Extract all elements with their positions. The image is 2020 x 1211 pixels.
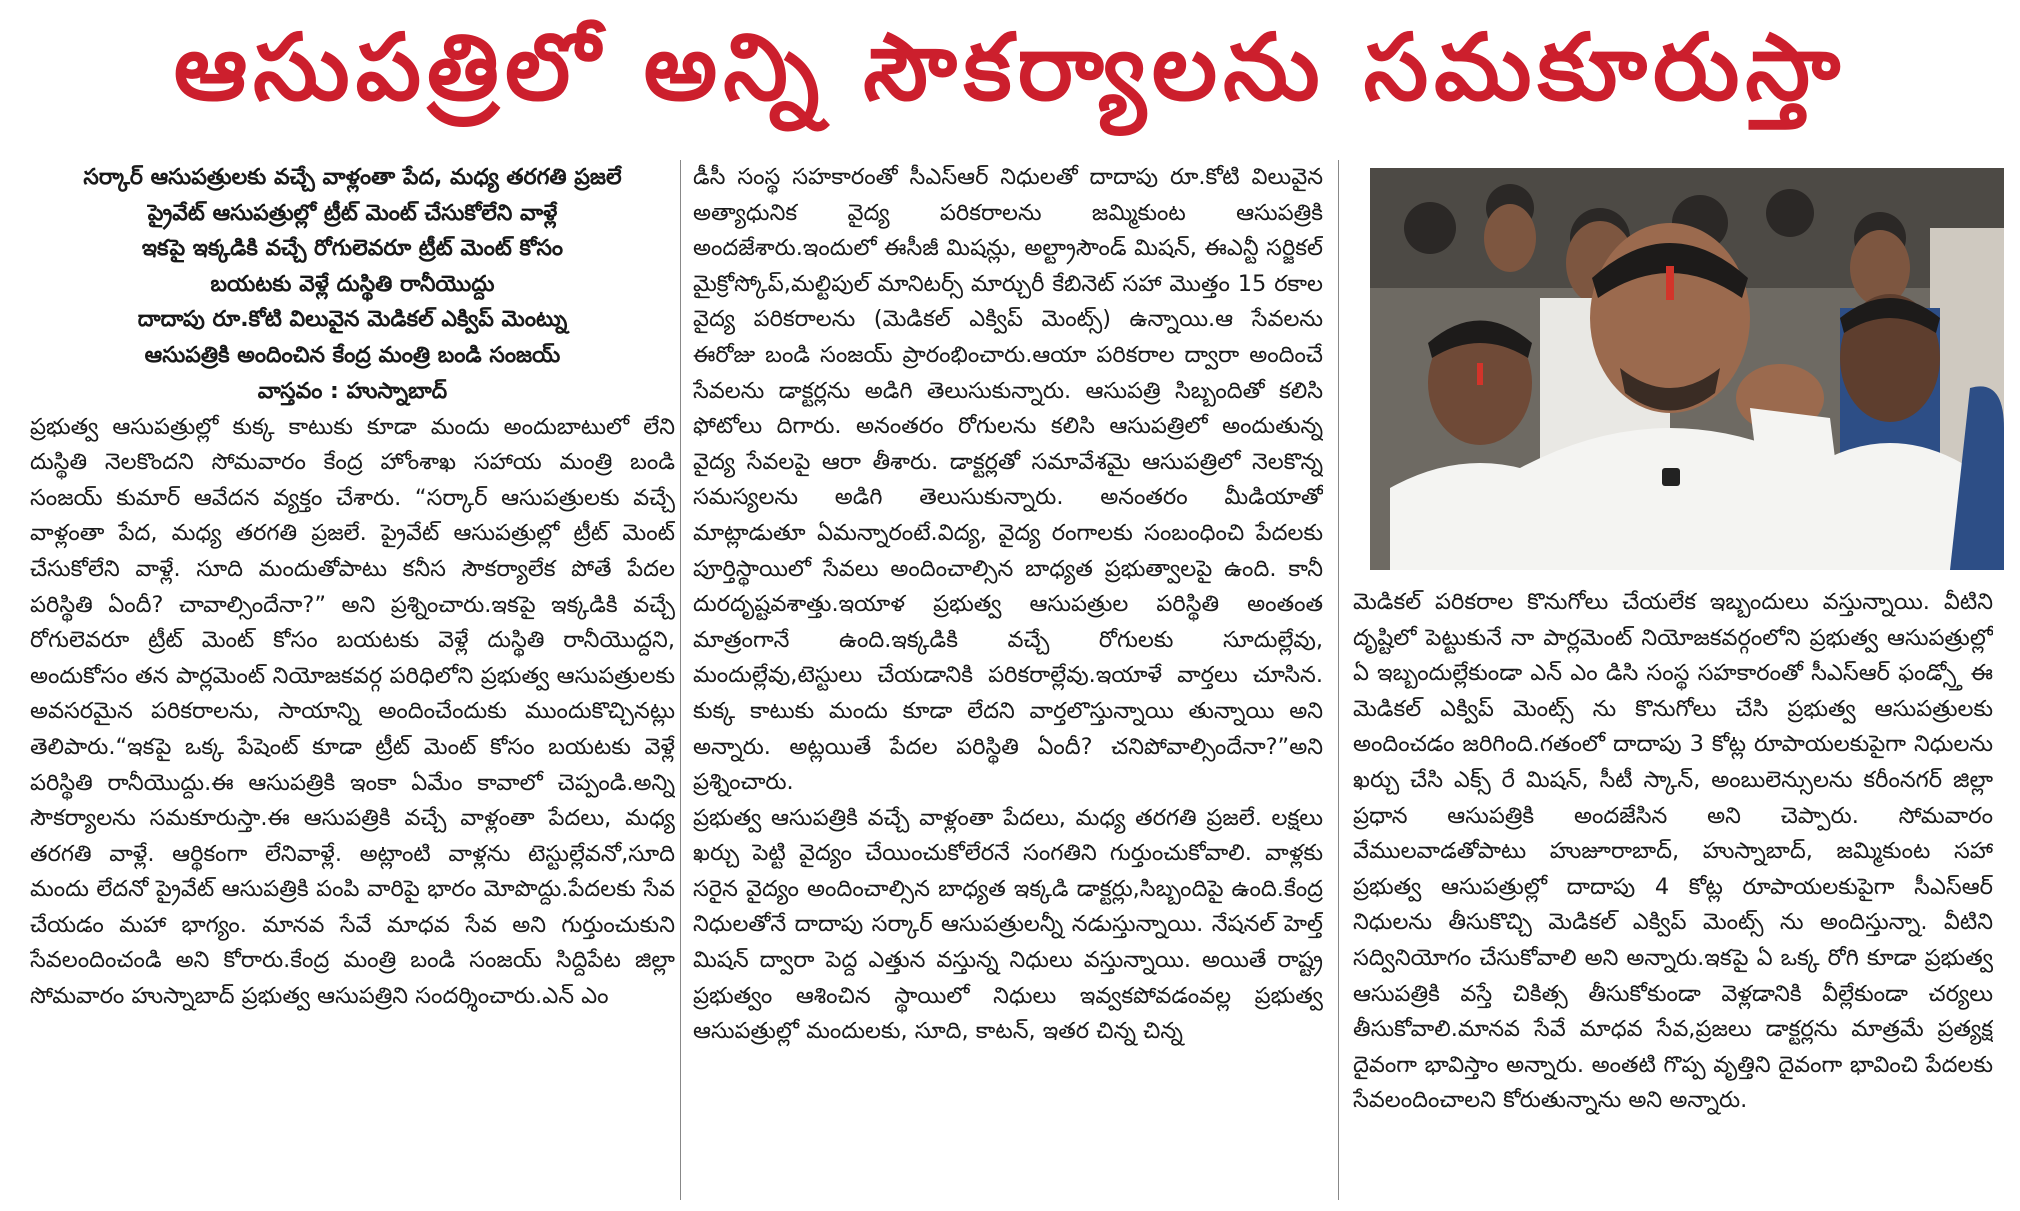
dateline: వాస్తవం : హుస్నాబాద్ bbox=[257, 378, 448, 404]
deck-line: బయటకు వెళ్లే దుస్థితి రానీయొద్దు bbox=[210, 271, 495, 297]
deck-line: సర్కార్ ఆసుపత్రులకు వచ్చే వాళ్లంతా పేద, మధ్య తరగతి ప్రజలే bbox=[83, 165, 622, 190]
body-paragraph: డీసీ సంస్థ సహకారంతో సీఎస్ఆర్ నిధులతో దాదాపు రూ.కోటి విలువైన అత్యాధునిక వైద్య పరికరాలను జమ్మికుంట ఆసుపత్రికి అందజేశారు.ఇందులో ఈసీజీ మిషన్లు, అల్ట్రాసౌండ్ మిషన్, ఈఎన్టీ సర్జికల్ మైక్రోస్కోప్,మల్టిపుల్ మానిటర్స్ మార్చురీ కేబినెట్ సహా మొత్తం 15 రకాల వైద్య పరికరాలను (మెడికల్ ఎక్విప్ మెంట్స్) ఉన్నాయి.ఆ సేవలను ఈరోజు బండి సంజయ్ ప్రారంభించారు.ఆయా పరికరాల ద్వారా అందించే సేవలను డాక్టర్లను అడిగి తెలుసుకున్నారు. ఆసుపత్రి సిబ్బందితో కలిసి ఫోటోలు దిగారు. అనంతరం రోగులను కలిసి ఆసుపత్రిలో అందుతున్న వైద్య సేవలపై ఆరా తీశారు. డాక్టర్లతో సమావేశమై ఆసుపత్రిలో నెలకొన్న సమస్యలను అడిగి తెలుసుకున్నారు. అనంతరం మీడియాతో మాట్లాడుతూ ఏమన్నారంటే.విద్య, వైద్య రంగాలకు సంబంధించి పేదలకు పూర్తిస్థాయిలో సేవలు అందించాల్సిన బాధ్యత ప్రభుత్వాలపై ఉంది. కానీ దురదృష్టవశాత్తు.ఇయాళ ప్రభుత్వ ఆసుపత్రుల పరిస్థితి అంతంత మాత్రంగానే ఉంది.ఇక్కడికి వచ్చే రోగులకు సూదుల్లేవు, మందుల్లేవు,టెస్టులు చేయడానికి పరికరాల్లేవు.ఇయాళే వార్తలు చూసిన. కుక్క కాటుకు మందు కూడా లేదని వార్తలొస్తున్నాయి తున్నాయి అని అన్నారు. అట్లయితే పేదల పరిస్థితి ఏందీ? చనిపోవాల్సిందేనా?”అని ప్రశ్నించారు. bbox=[693, 164, 1323, 796]
article-column-2 bbox=[693, 160, 1323, 1200]
headline: ఆసుపత్రిలో అన్ని సౌకర్యాలను సమకూరుస్తా bbox=[173, 14, 1847, 121]
body-paragraph: ప్రభుత్వ ఆసుపత్రికి వచ్చే వాళ్లంతా పేదలు, మధ్య తరగతి ప్రజలే. లక్షలు ఖర్చు పెట్టి వైద్యం చేయించుకోలేరనే సంగతిని గుర్తుంచుకోవాలి. వాళ్లకు సరైన వైద్యం అందించాల్సిన బాధ్యత ఇక్కడి డాక్టర్లు,సిబ్బందిపై ఉంది.కేంద్ర నిధులతోనే దాదాపు సర్కార్ ఆసుపత్రులన్నీ నడుస్తున్నాయి. నేషనల్ హెల్త్ మిషన్ ద్వారా పెద్ద ఎత్తున వస్తున్న నిధులు వస్తున్నాయి. అయితే రాష్ట్ర ప్రభుత్వం ఆశించిన స్థాయిలో నిధులు ఇవ్వకపోవడంవల్ల ప్రభుత్వ ఆసుపత్రుల్లో మందులకు, సూది, కాటన్, ఇతర చిన్న చిన్న bbox=[693, 804, 1323, 1045]
deck-line: దాదాపు రూ.కోటి విలువైన మెడికల్ ఎక్విప్ మెంట్ను bbox=[137, 307, 568, 333]
deck-line: ఇకపై ఇక్కడికి వచ్చే రోగులెవరూ ట్రీట్ మెంట్ కోసం bbox=[141, 236, 564, 262]
deck-line: ఆసుపత్రికి అందించిన కేంద్ర మంత్రి బండి సంజయ్ bbox=[144, 342, 561, 368]
article-column-1 bbox=[30, 160, 675, 1200]
news-photo-illustration bbox=[1370, 168, 2004, 570]
body-paragraph: మెడికల్ పరికరాల కొనుగోలు చేయలేక ఇబ్బందులు వస్తున్నాయి. వీటిని దృష్టిలో పెట్టుకునే నా పార్లమెంట్ నియోజకవర్గంలోని ప్రభుత్వ ఆసుపత్రుల్లో ఏ ఇబ్బందుల్లేకుండా ఎన్ ఎం డిసి సంస్థ సహకారంతో సీఎస్ఆర్ ఫండ్స్తో ఈ మెడికల్ ఎక్విప్ మెంట్స్ ను కొనుగోలు చేసి ప్రభుత్వ ఆసుపత్రులకు అందించడం జరిగింది.గతంలో దాదాపు 3 కోట్ల రూపాయలకుపైగా నిధులను ఖర్చు చేసి ఎక్స్ రే మిషన్, సీటీ స్కాన్, అంబులెన్సులను కరీంనగర్ జిల్లా ప్రధాన ఆసుపత్రికి అందజేసిన అని చెప్పారు. సోమవారం వేములవాడతోపాటు హుజూరాబాద్, హుస్నాబాద్, జమ్మికుంట సహా ప్రభుత్వ ఆసుపత్రుల్లో దాదాపు 4 కోట్ల రూపాయలకుపైగా సీఎస్ఆర్ నిధులను తీసుకొచ్చి మెడికల్ ఎక్విప్ మెంట్స్ ను అందిస్తున్నా. వీటిని సద్వినియోగం చేసుకోవాలి అని అన్నారు.ఇకపై ఏ ఒక్క రోగి కూడా ప్రభుత్వ ఆసుపత్రికి వస్తే చికిత్స తీసుకోకుండా వెళ్లడానికి వీల్లేకుండా చర్యలు తీసుకోవాలి.మానవ సేవే మాధవ సేవ,ప్రజలు డాక్టర్లను మాత్రమే ప్రత్యక్ష దైవంగా భావిస్తాం అన్నారు. అంతటి గొప్ప వృత్తిని దైవంగా భావించి పేదలకు సేవలందించాలని కోరుతున్నాను అని అన్నారు. bbox=[1353, 589, 1993, 1114]
article-column-3 bbox=[1353, 585, 1993, 1205]
deck-line: ప్రైవేట్ ఆసుపత్రుల్లో ట్రీట్ మెంట్ చేసుకోలేని వాళ్లే bbox=[147, 200, 558, 226]
column-divider bbox=[680, 160, 681, 1200]
body-paragraph: ప్రభుత్వ ఆసుపత్రుల్లో కుక్క కాటుకు కూడా మందు అందుబాటులో లేని దుస్థితి నెలకొందని సోమవారం కేంద్ర హోంశాఖ సహాయ మంత్రి బండి సంజయ్ కుమార్ ఆవేదన వ్యక్తం చేశారు. “సర్కార్ ఆసుపత్రులకు వచ్చే వాళ్లంతా పేద, మధ్య తరగతి ప్రజలే. ప్రైవేట్ ఆసుపత్రుల్లో ట్రీట్ మెంట్ చేసుకోలేని వాళ్లే. సూది మందుతోపాటు కనీస సౌకర్యాలేక పోతే పేదల పరిస్థితి ఏందీ? చావాల్సిందేనా?” అని ప్రశ్నించారు.ఇకపై ఇక్కడికి వచ్చే రోగులెవరూ ట్రీట్ మెంట్ కోసం బయటకు వెళ్లే దుస్థితి రానీయొద్దని, అందుకోసం తన పార్లమెంట్ నియోజకవర్గ పరిధిలోని ప్రభుత్వ ఆసుపత్రులకు అవసరమైన పరికరాలను, సాయాన్ని అందించేందుకు ముందుకొచ్చినట్లు తెలిపారు.“ఇకపై ఒక్క పేషెంట్ కూడా ట్రీట్ మెంట్ కోసం బయటకు వెళ్లే పరిస్థితి రానీయొద్దు.ఈ ఆసుపత్రికి ఇంకా ఏమేం కావాలో చెప్పండి.అన్ని సౌకర్యాలను సమకూరుస్తా.ఈ ఆసుపత్రికి వచ్చే వాళ్లంతా పేదలు, మధ్య తరగతి వాళ్లే. ఆర్థికంగా లేనివాళ్లే. అట్లాంటి వాళ్లను టెస్టుల్లేవనో,సూది మందు లేదనో ప్రైవేట్ ఆసుపత్రికి పంపి వారిపై భారం మోపొద్దు.పేదలకు సేవ చేయడం మహా భాగ్యం. మానవ సేవే మాధవ సేవ అని గుర్తుంచుకుని సేవలందించండి అని కోరారు.కేంద్ర మంత్రి బండి సంజయ్ సిద్దిపేట జిల్లా సోమవారం హుస్నాబాద్ ప్రభుత్వ ఆసుపత్రిని సందర్శించారు.ఎన్ ఎం bbox=[30, 413, 675, 1010]
column-divider bbox=[1338, 160, 1339, 1200]
news-photo bbox=[1370, 168, 2004, 570]
